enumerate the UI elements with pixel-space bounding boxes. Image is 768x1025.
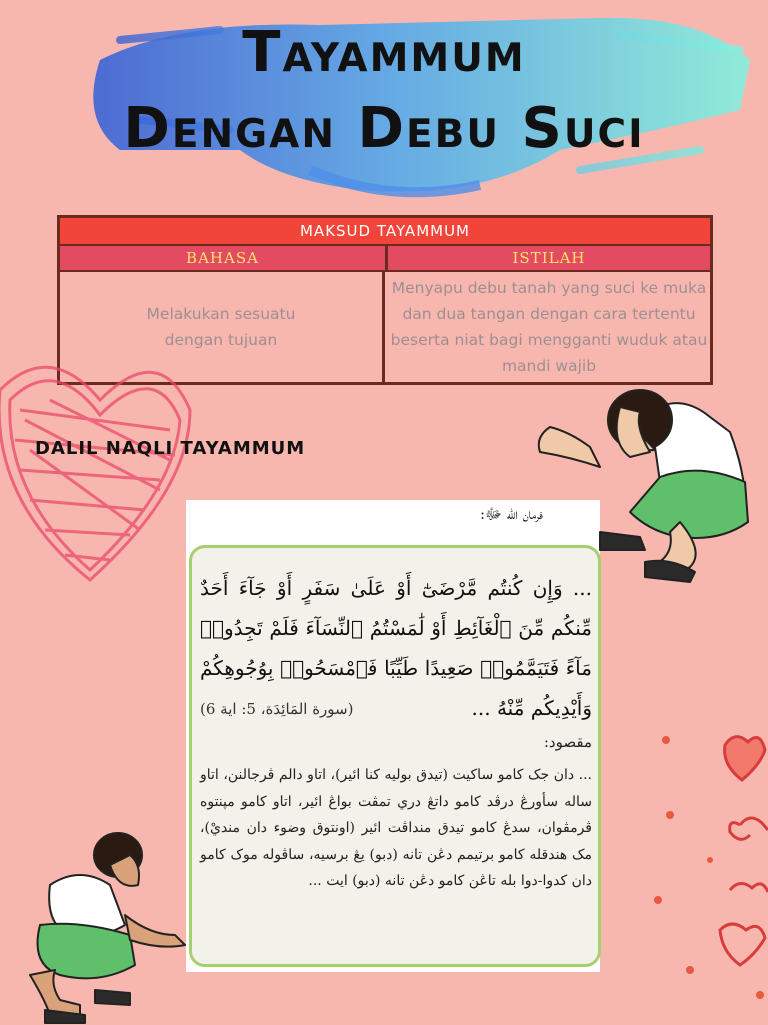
boy-covering-face-illustration: [530, 372, 760, 587]
hearts-dots-decoration: [650, 720, 768, 1020]
column-header-bahasa: BAHASA: [60, 246, 388, 272]
firman-label: فرمان الله ﷻ:: [480, 505, 543, 523]
surah-reference: (سورة المَائِدَة، 5: اية 6): [200, 700, 354, 718]
dalil-heading: DALIL NAQLI TAYAMMUM: [35, 438, 306, 459]
page-title-line1: Tayammum: [242, 20, 526, 85]
boy-crouching-illustration: [10, 825, 190, 1025]
heart-scribble-decoration: [0, 330, 210, 610]
table-header: MAKSUD TAYAMMUM: [60, 218, 710, 246]
maksud-translation: ... دان جک کامو ساکيت (تيدق بوليه کنا ائير)، اتاو دالم ڤرجالنن، اتاو ساله سأورڠ درڤد کامو داتڠ دري تمڤت بواڠ ائير، اتاو کامو مپنتوه ڤرمڤوان، سدڠ کامو تيدق منداڤت ائير (اونتوق وضوء دان منديْ)، مک هندقله کامو برتيمم دڠن تانه (دبو) يڠ برسيه، ساڤوله موک کامو دان کدوا-دوا بله تاڠن کامو دڠن تانه (دبو) ايت ...: [200, 767, 592, 889]
column-header-istilah: ISTILAH: [388, 246, 710, 272]
maksud-label: مقصود:: [543, 733, 592, 751]
quran-verse: ... وَإِن كُنتُم مَّرْضَىٰٓ أَوْ عَلَىٰ سَفَرٍ أَوْ جَآءَ أَحَدٌ مِّنكُم مِّنَ ٱلْغَآئِطِ أَوْ لَٰمَسْتُمُ ٱلنِّسَآءَ فَلَمْ تَجِدُوا۟ مَآءً فَتَيَمَّمُوا۟ صَعِيدًا طَيِّبًا فَٱمْسَحُوا۟ بِوُجُوهِكُمْ وَأَيْدِيكُم مِّنْهُ ...: [200, 576, 592, 720]
page-title-line2: Dengan Debu Suci: [123, 96, 645, 161]
cell-bahasa: Melakukan sesuatu dengan tujuan: [60, 272, 385, 382]
cell-istilah: Menyapu debu tanah yang suci ke muka dan dua tangan dengan cara tertentu beserta niat bagi mengganti wuduk atau mandi wajib: [390, 279, 708, 375]
